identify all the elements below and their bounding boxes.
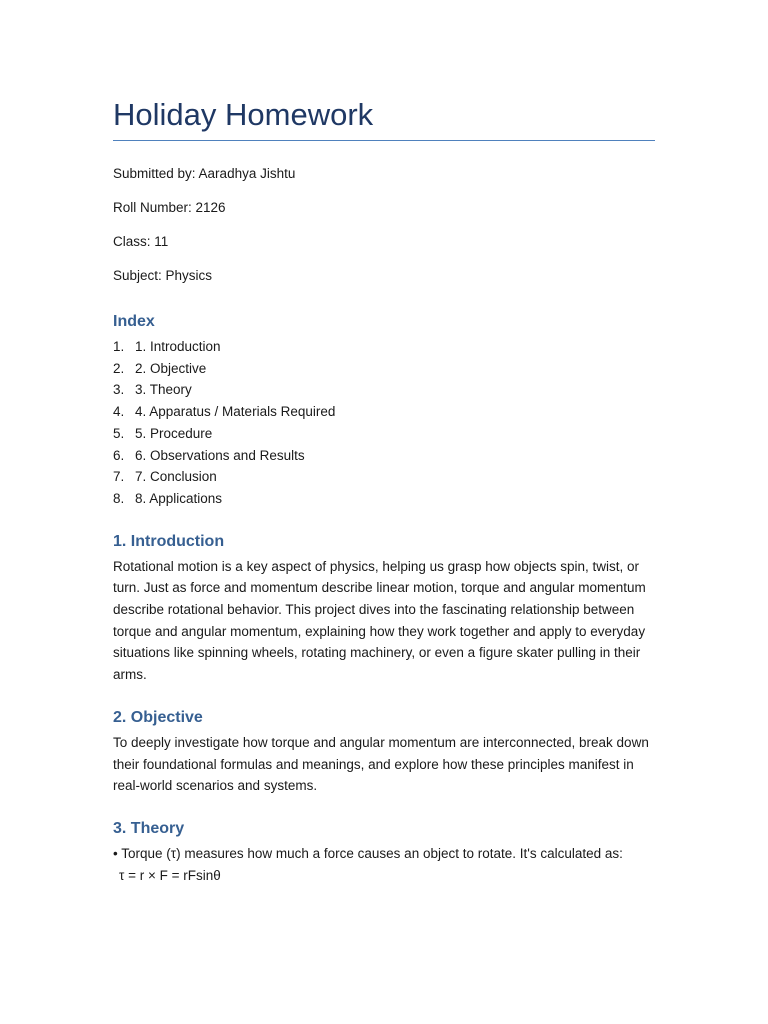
- index-list: [113, 336, 655, 510]
- index-section: [113, 312, 655, 510]
- introduction-body: Rotational motion is a key aspect of physics, helping us grasp how objects spin, twist, or turn. Just as force and momentum describe linear motion, torque and angular momentum describe rotational behavior. This project dives into the fascinating relationship between torque and angular momentum, explaining how they work together and apply to everyday situations like spinning wheels, rotating machinery, or even a figure skater pulling in their arms.: [113, 558, 646, 683]
- index-item-label: 4. Apparatus / Materials Required: [135, 404, 336, 420]
- index-item: 1. 1. Introduction: [113, 336, 655, 358]
- index-item-label: 8. Applications: [135, 490, 223, 506]
- submitted-by: Submitted by: Aaradhya Jishtu: [113, 166, 296, 181]
- class-info: Class: 11: [113, 234, 169, 249]
- index-item-label: 5. Procedure: [135, 425, 213, 441]
- index-item: 2. 2. Objective: [113, 358, 655, 380]
- index-item: 4. 4. Apparatus / Materials Required: [113, 401, 655, 423]
- index-item-label: 3. Theory: [135, 382, 192, 398]
- index-heading: Index: [113, 313, 155, 330]
- subject-info: Subject: Physics: [113, 268, 213, 283]
- index-item-label: 6. Observations and Results: [135, 447, 305, 463]
- theory-heading: 3. Theory: [113, 819, 185, 837]
- roll-number: Roll Number: 2126: [113, 200, 226, 215]
- document-title: Holiday Homework: [113, 96, 655, 141]
- index-item: 5. 5. Procedure: [113, 423, 655, 445]
- theory-section: [113, 819, 655, 886]
- objective-body: To deeply investigate how torque and angular momentum are interconnected, break down their foundational formulas and meanings, and explore how these principles manifest in real-world scenarios and systems.: [113, 734, 649, 794]
- objective-section: [113, 708, 655, 797]
- introduction-heading: 1. Introduction: [113, 532, 225, 550]
- index-item: 7. 7. Conclusion: [113, 466, 655, 488]
- index-item: 3. 3. Theory: [113, 379, 655, 401]
- torque-formula: τ = r × F = rFsinθ: [119, 867, 221, 883]
- objective-heading: 2. Objective: [113, 708, 203, 726]
- index-item-label: 7. Conclusion: [135, 469, 217, 485]
- theory-bullet: • Torque (τ) measures how much a force causes an object to rotate. It's calculated as:: [113, 845, 623, 861]
- index-item-label: 2. Objective: [135, 360, 207, 376]
- document-content: [113, 96, 655, 886]
- index-item: 8. 8. Applications: [113, 488, 655, 510]
- submission-details: [113, 165, 655, 284]
- index-item-label: 1. Introduction: [135, 339, 221, 354]
- index-item: 6. 6. Observations and Results: [113, 445, 655, 467]
- introduction-section: [113, 532, 655, 686]
